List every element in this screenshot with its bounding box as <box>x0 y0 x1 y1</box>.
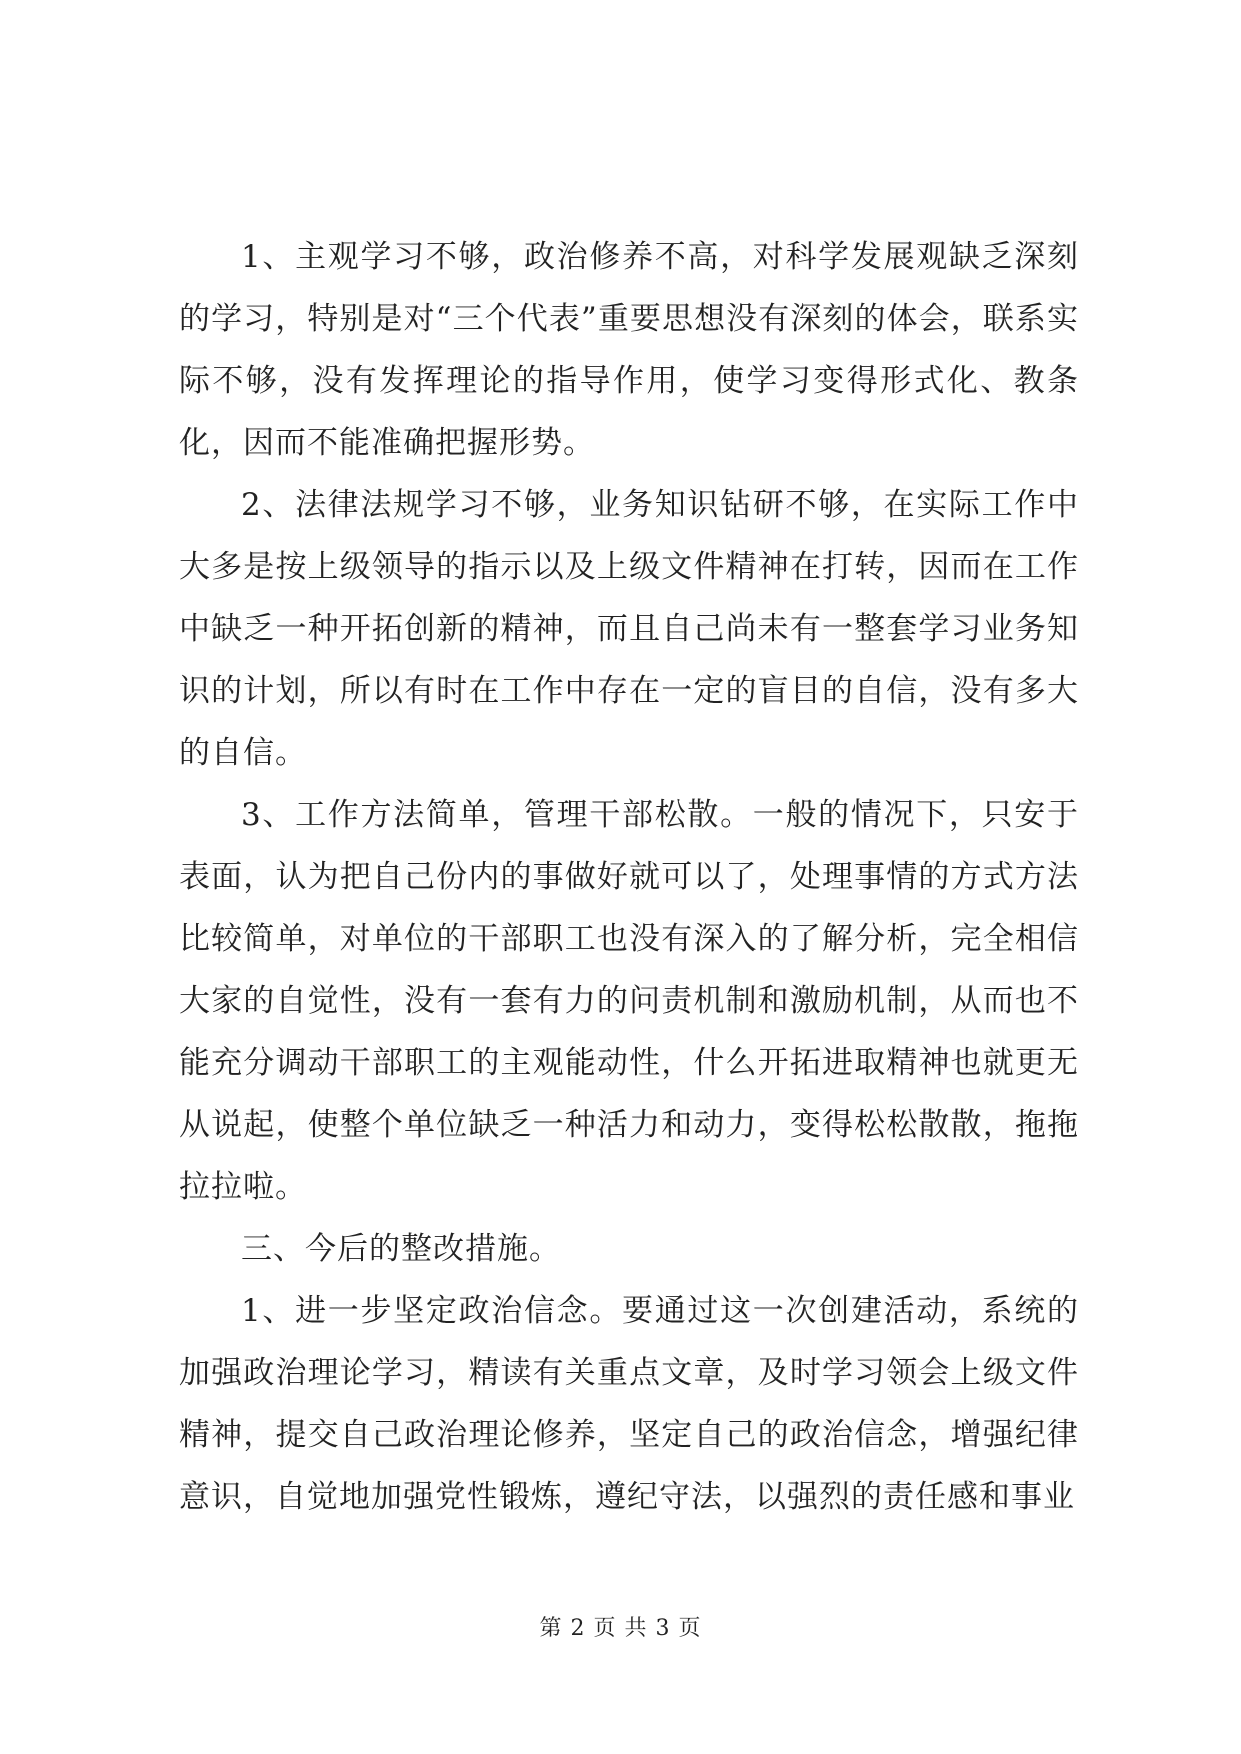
document-body <box>179 226 1079 1528</box>
page-number-footer: 第 2 页 共 3 页 <box>539 1616 702 1641</box>
paragraph-law-study: 2、法律法规学习不够，业务知识钻研不够，在实际工作中大多是按上级领导的指示以及上级文件精神在打转，因而在工作中缺乏一种开拓创新的精神，而且自己尚未有一整套学习业务知识的计划，所以有时在工作中存在一定的盲目的自信，没有多大的自信。 <box>179 487 1079 771</box>
paragraph-political-belief: 1、进一步坚定政治信念。要通过这一次创建活动，系统的加强政治理论学习，精读有关重点文章，及时学习领会上级文件精神，提交自己政治理论修养，坚定自己的政治信念，增强纪律意识，自觉地加强党性锻炼，遵纪守法，以强烈的责任感和事业 <box>179 1293 1079 1515</box>
paragraph-study-shortcomings: 1、主观学习不够，政治修养不高，对科学发展观缺乏深刻的学习，特别是对“三个代表”重要思想没有深刻的体会，联系实际不够，没有发挥理论的指导作用，使学习变得形式化、教条化，因而不能准确把握形势。 <box>179 239 1079 461</box>
section-heading-rectification: 三、今后的整改措施。 <box>241 1231 561 1267</box>
paragraph-work-method: 3、工作方法简单，管理干部松散。一般的情况下，只安于表面，认为把自己份内的事做好就可以了，处理事情的方式方法比较简单，对单位的干部职工也没有深入的了解分析，完全相信大家的自觉性，没有一套有力的问责机制和激励机制，从而也不能充分调动干部职工的主观能动性，什么开拓进取精神也就更无从说起，使整个单位缺乏一种活力和动力，变得松松散散，拖拖拉拉啦。 <box>179 797 1079 1205</box>
